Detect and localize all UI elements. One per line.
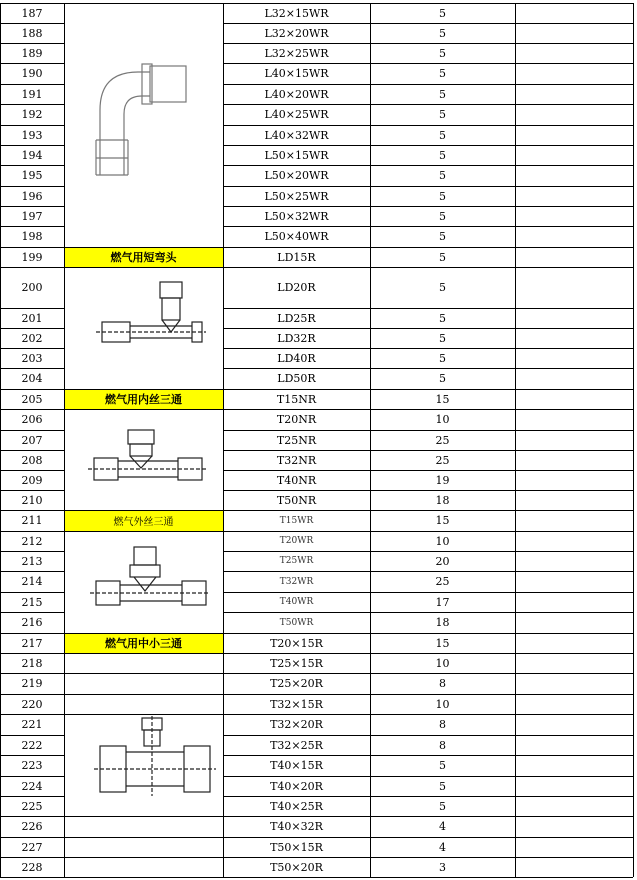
table-row — [0, 694, 637, 714]
model-code: L50×15WR — [264, 148, 329, 162]
model-code: T25×15R — [270, 656, 323, 670]
model-code: LD25R — [277, 311, 316, 325]
remark — [515, 23, 633, 43]
row-number: 200 — [21, 281, 43, 294]
quantity: 20 — [435, 554, 450, 568]
remark — [515, 63, 633, 84]
quantity: 4 — [439, 820, 446, 833]
model-code: T25WR — [279, 556, 314, 566]
row-number: 208 — [21, 453, 43, 467]
model-code: T25NR — [276, 433, 317, 447]
quantity: 5 — [439, 6, 446, 20]
row-number: 219 — [21, 677, 43, 690]
table-row — [0, 857, 637, 877]
quantity: 5 — [439, 67, 446, 80]
model-code: T25×20R — [270, 677, 323, 690]
model-code: T40×20R — [270, 779, 323, 793]
remark — [515, 857, 633, 877]
model-code: L40×32WR — [264, 128, 329, 142]
model-code: T32×20R — [270, 718, 323, 731]
model-code: L32×25WR — [264, 46, 329, 60]
model-code: T50×15R — [270, 840, 323, 854]
remark — [515, 206, 633, 226]
quantity: 4 — [439, 840, 446, 854]
remark — [515, 125, 633, 145]
row-number: 207 — [21, 433, 43, 447]
elbow-fitting-drawing — [80, 50, 190, 190]
category-label: 燃气外丝三通 — [64, 510, 223, 531]
row-number: 224 — [21, 779, 43, 793]
remark — [515, 267, 633, 308]
row-number: 203 — [21, 351, 43, 365]
female-thread-tee-drawing — [88, 428, 208, 488]
remark — [515, 755, 633, 776]
quantity: 5 — [439, 372, 446, 385]
model-code: LD40R — [277, 351, 316, 365]
quantity: 5 — [439, 87, 446, 101]
quantity: 10 — [435, 413, 450, 426]
row-number: 226 — [21, 820, 43, 833]
table-row — [0, 348, 637, 368]
quantity: 25 — [435, 575, 450, 588]
row-number: 209 — [21, 473, 43, 487]
quantity: 10 — [435, 697, 450, 711]
table-row — [0, 226, 637, 247]
remark — [515, 673, 633, 694]
row-number: 211 — [21, 514, 43, 527]
model-code: T20×15R — [270, 636, 323, 650]
model-code: LD32R — [277, 331, 316, 345]
row-number: 198 — [21, 230, 43, 243]
row-number: 194 — [21, 148, 43, 162]
remark — [515, 633, 633, 653]
row-number: 189 — [21, 46, 43, 60]
remark — [515, 510, 633, 531]
model-code: T40×32R — [270, 820, 323, 833]
row-number: 202 — [21, 331, 43, 345]
row-number: 212 — [21, 534, 43, 548]
remark — [515, 735, 633, 755]
table-row — [0, 23, 637, 43]
remark — [515, 796, 633, 816]
table-row — [0, 490, 637, 510]
quantity: 5 — [439, 311, 446, 325]
model-code: L40×15WR — [264, 67, 329, 80]
model-code: L50×40WR — [264, 230, 329, 243]
model-code: T40WR — [279, 597, 314, 607]
model-code: L40×25WR — [264, 108, 329, 121]
quantity: 18 — [435, 616, 450, 629]
row-number: 192 — [21, 108, 43, 121]
row-number: 213 — [21, 554, 43, 568]
row-number: 187 — [21, 6, 43, 20]
row-number: 190 — [21, 67, 43, 80]
row-number: 197 — [21, 209, 43, 223]
model-code: L50×32WR — [264, 209, 329, 223]
quantity: 15 — [435, 636, 450, 650]
row-number: 218 — [21, 656, 43, 670]
table-row — [0, 368, 637, 389]
remark — [515, 653, 633, 673]
remark — [515, 389, 633, 409]
model-code: L50×20WR — [264, 169, 329, 182]
quantity: 5 — [439, 250, 446, 264]
remark — [515, 348, 633, 368]
row-number: 195 — [21, 169, 43, 182]
model-code: T20WR — [279, 536, 314, 546]
quantity: 5 — [439, 26, 446, 40]
remark — [515, 368, 633, 389]
category-label: 燃气用内丝三通 — [64, 389, 223, 409]
category-label: 燃气用短弯头 — [64, 247, 223, 267]
table-row — [0, 673, 637, 694]
row-number: 216 — [21, 616, 43, 629]
remark — [515, 43, 633, 63]
row-number: 228 — [21, 860, 43, 874]
row-number: 193 — [21, 128, 43, 142]
model-code: T50NR — [276, 493, 317, 507]
quantity: 5 — [439, 331, 446, 345]
remark — [515, 714, 633, 735]
table-row — [0, 206, 637, 226]
remark — [515, 694, 633, 714]
row-number: 220 — [21, 697, 43, 711]
table-row — [0, 653, 637, 673]
model-code: T50×20R — [270, 860, 323, 874]
remark — [515, 186, 633, 206]
model-code: L50×25WR — [264, 189, 329, 203]
quantity: 5 — [439, 759, 446, 772]
quantity: 10 — [435, 656, 450, 670]
quantity: 15 — [435, 392, 450, 406]
quantity: 5 — [439, 46, 446, 60]
model-code: T15WR — [279, 515, 314, 526]
table-row — [0, 389, 637, 409]
quantity: 3 — [439, 860, 446, 874]
model-code: T40×25R — [270, 799, 323, 813]
row-number: 223 — [21, 759, 43, 772]
remark — [515, 409, 633, 430]
quantity: 5 — [439, 108, 446, 121]
remark — [515, 226, 633, 247]
row-number: 214 — [21, 575, 43, 588]
quantity: 17 — [435, 595, 450, 609]
row-number: 201 — [21, 311, 43, 325]
remark — [515, 165, 633, 186]
model-code: L40×20WR — [264, 87, 329, 101]
table-row — [0, 796, 637, 816]
row-number: 222 — [21, 738, 43, 752]
remark — [515, 3, 633, 23]
remark — [515, 308, 633, 328]
remark — [515, 592, 633, 612]
remark — [515, 612, 633, 633]
row-number: 221 — [21, 718, 43, 731]
reducing-tee-drawing — [94, 716, 216, 798]
remark — [515, 145, 633, 165]
table-row — [0, 633, 637, 653]
model-code: T40NR — [276, 473, 317, 487]
remark — [515, 328, 633, 348]
category-label: 燃气用中小三通 — [64, 633, 223, 653]
quantity: 5 — [439, 209, 446, 223]
quantity: 19 — [435, 473, 450, 487]
model-code: LD20R — [277, 281, 316, 294]
quantity: 5 — [439, 281, 446, 294]
row-number: 227 — [21, 840, 43, 854]
table-row — [0, 612, 637, 633]
row-number: 199 — [21, 250, 43, 264]
model-code: LD15R — [277, 250, 316, 264]
remark — [515, 84, 633, 104]
quantity: 10 — [435, 534, 450, 548]
model-code: LD50R — [277, 372, 316, 385]
table-row — [0, 3, 637, 23]
quantity: 8 — [439, 738, 446, 752]
remark — [515, 490, 633, 510]
remark — [515, 247, 633, 267]
quantity: 8 — [439, 677, 446, 690]
table-row — [0, 409, 637, 430]
quantity: 25 — [435, 433, 450, 447]
row-number: 191 — [21, 87, 43, 101]
quantity: 15 — [435, 514, 450, 527]
row-number: 210 — [21, 493, 43, 507]
row-number: 205 — [21, 392, 43, 406]
remark — [515, 104, 633, 125]
row-number: 217 — [21, 636, 43, 650]
model-code: T20NR — [276, 413, 317, 426]
row-number: 215 — [21, 595, 43, 609]
table-row — [0, 247, 637, 267]
row-number: 204 — [21, 372, 43, 385]
model-code: T40×15R — [270, 759, 323, 772]
remark — [515, 551, 633, 571]
table-row — [0, 837, 637, 857]
quantity: 5 — [439, 779, 446, 793]
table-row — [0, 510, 637, 531]
remark — [515, 816, 633, 837]
model-code: L32×15WR — [264, 6, 329, 20]
remark — [515, 531, 633, 551]
quantity: 18 — [435, 493, 450, 507]
table-row — [0, 816, 637, 837]
quantity: 5 — [439, 799, 446, 813]
quantity: 5 — [439, 230, 446, 243]
male-thread-tee-drawing — [90, 545, 210, 611]
remark — [515, 776, 633, 796]
quantity: 5 — [439, 169, 446, 182]
model-code: L32×20WR — [264, 26, 329, 40]
model-code: T15NR — [276, 392, 317, 406]
row-number: 196 — [21, 189, 43, 203]
remark — [515, 470, 633, 490]
row-number: 225 — [21, 799, 43, 813]
short-elbow-fitting-drawing — [96, 280, 206, 350]
model-code: T32WR — [279, 576, 314, 587]
model-code: T50WR — [279, 617, 314, 628]
quantity: 5 — [439, 148, 446, 162]
quantity: 5 — [439, 351, 446, 365]
model-code: T32×25R — [270, 738, 323, 752]
row-number: 206 — [21, 413, 43, 426]
remark — [515, 571, 633, 592]
quantity: 8 — [439, 718, 446, 731]
remark — [515, 450, 633, 470]
quantity: 5 — [439, 189, 446, 203]
model-code: T32NR — [276, 453, 317, 467]
remark — [515, 430, 633, 450]
quantity: 5 — [439, 128, 446, 142]
remark — [515, 837, 633, 857]
model-code: T32×15R — [270, 697, 323, 711]
row-number: 188 — [21, 26, 43, 40]
quantity: 25 — [435, 453, 450, 467]
